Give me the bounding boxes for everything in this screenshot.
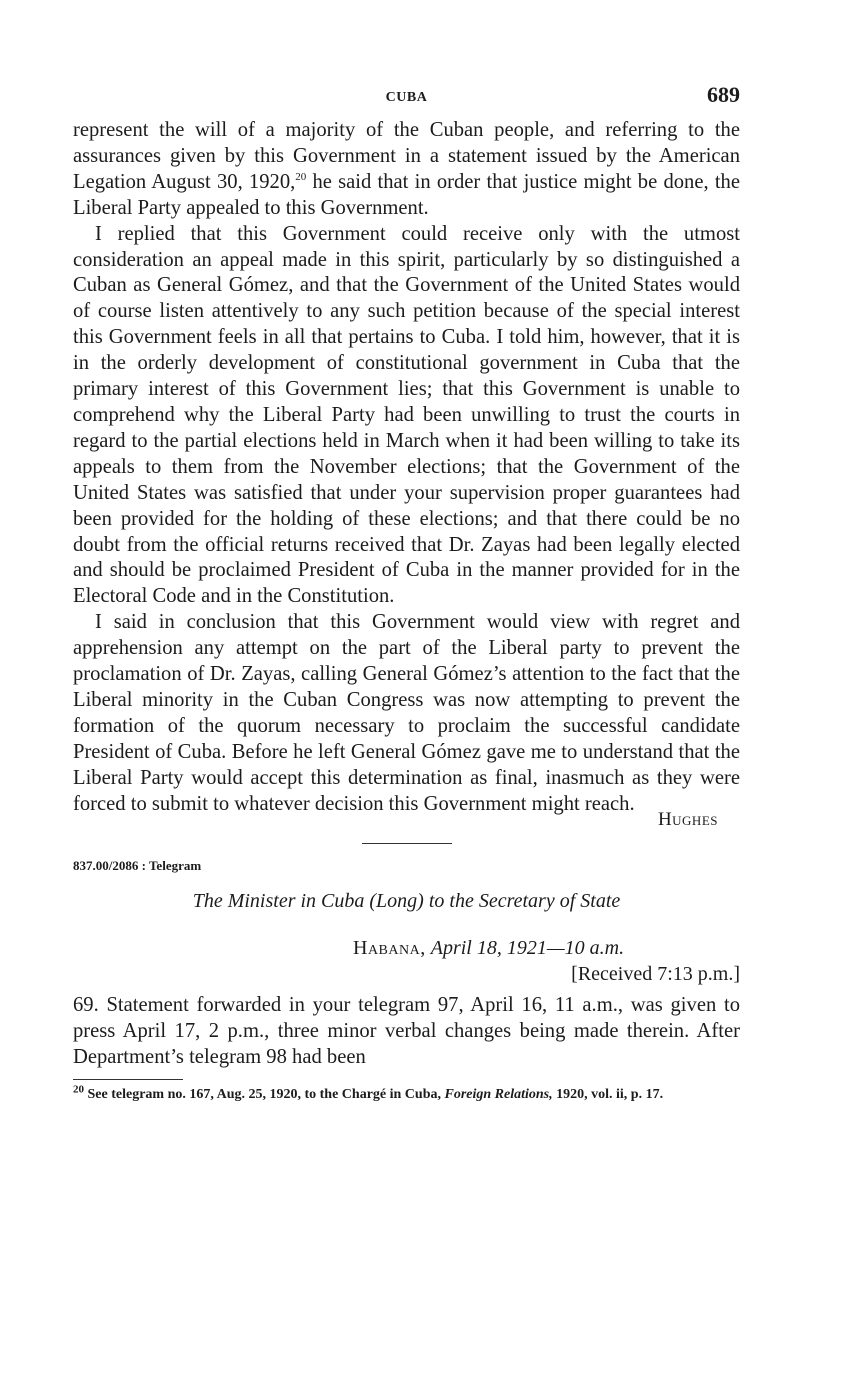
page-header bbox=[73, 82, 740, 112]
letter-body bbox=[73, 118, 740, 817]
page-number: 689 bbox=[707, 82, 740, 107]
file-reference: 837.00/2086 : Telegram bbox=[73, 858, 202, 874]
section-divider bbox=[362, 843, 452, 844]
paragraph-1 bbox=[73, 118, 740, 222]
telegram-body: 69. Statement forwarded in your telegram 97, April 16, 11 a.m., was given to press April 17, 2 p.m., three minor verbal changes being made therein. After Department’s telegram 98 had been bbox=[73, 994, 740, 1069]
paragraph-3: I said in conclusion that this Government would view with regret and apprehension any attempt on the part of the Liberal party to prevent the proclamation of Dr. Zayas, calling General Gómez’s attention to the fact that the Liberal minority in the Cuban Congress was now attempting to prevent the formation of the quorum necessary to proclaim the successful candidate President of Cuba. Before he left General Gómez gave me to understand that the Liberal Party would accept this determination as final, inasmuch as they were forced to submit to whatever decision this Government might reach. bbox=[73, 611, 740, 815]
footnote-number: 20 bbox=[73, 1083, 84, 1096]
running-head: CUBA bbox=[385, 90, 428, 105]
dateline bbox=[73, 935, 740, 961]
received-note: [Received 7:13 p.m.] bbox=[571, 963, 740, 986]
signature: Hughes bbox=[657, 809, 718, 831]
paragraph-1-text: represent the will of a majority of the Cuban people, and referring to the assurances given by this Government in a statement issued by the American Legation August 30, 1920, bbox=[73, 119, 740, 193]
dateline-date: April 18, 1921—10 a.m. bbox=[430, 937, 625, 960]
footnote-text-cont: 1920, vol. ii, p. 17. bbox=[552, 1087, 664, 1103]
paragraph-1-text-cont: he said that in order that justice might be done, the Liberal Party appealed to this Government. bbox=[73, 170, 740, 219]
document-page bbox=[73, 82, 740, 1104]
footnote-text: See telegram no. 167, Aug. 25, 1920, to the Chargé in Cuba, bbox=[84, 1087, 445, 1103]
footnote bbox=[73, 1083, 740, 1104]
footnote-italic: Foreign Relations, bbox=[444, 1087, 553, 1103]
paragraph-2: I replied that this Government could receive only with the utmost consideration an appeal made in this spirit, particularly by so distinguished a Cuban as General Gómez, and that the Government of the United States would of course listen attentively to any such petition because of the special interest this Government feels in all that pertains to Cuba. I told him, however, that it is in the orderly development of constitutional government in Cuba that the primary interest of this Government lies; that this Government is unable to comprehend why the Liberal Party had been unwilling to trust the courts in regard to the partial elections held in March when it had been willing to take its appeals to them from the November elections; that the Government of the United States was satisfied that under your supervision proper guarantees had been provided for the holding of these elections; and that there could be no doubt from the official returns received that Dr. Zayas had been legally elected and should be proclaimed President of Cuba in the manner provided for in the Electoral Code and in the Constitution. bbox=[73, 222, 740, 608]
footnote-marker: 20 bbox=[295, 170, 307, 183]
document-title: The Minister in Cuba (Long) to the Secretary of State bbox=[192, 890, 621, 913]
footnote-divider bbox=[73, 1079, 183, 1080]
dateline-place: Habana, bbox=[353, 937, 426, 960]
